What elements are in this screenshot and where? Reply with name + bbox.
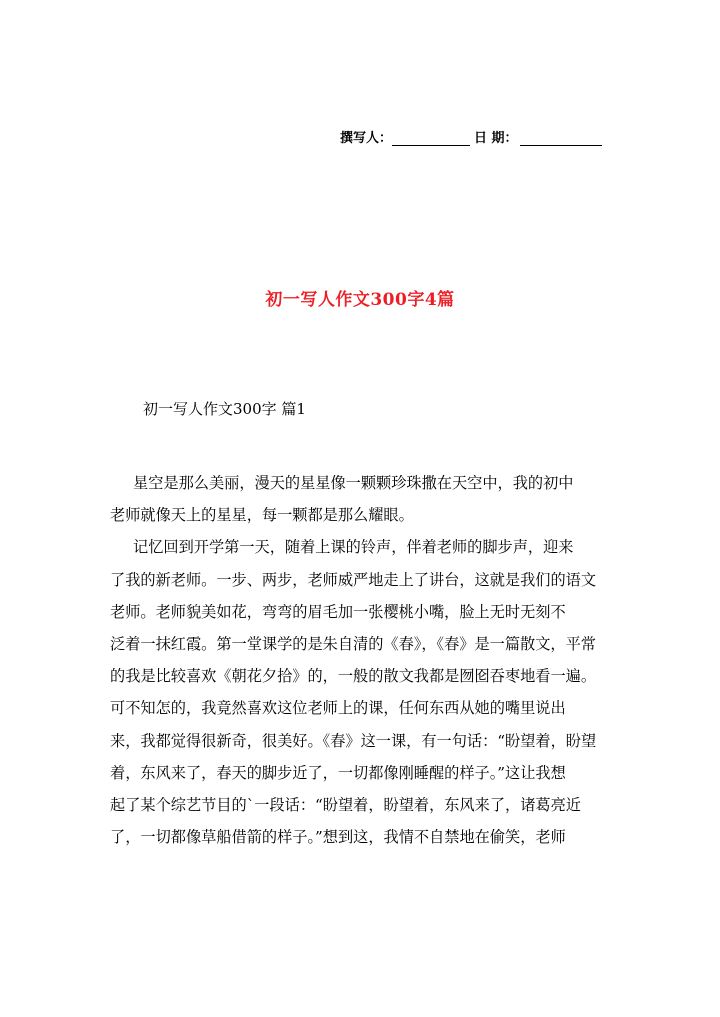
- paragraph-2-line-7: 来，我都觉得很新奇，很美好。《春》这一课，有一句话：“盼望着，盼望: [110, 731, 597, 750]
- paragraph-2-line-9: 起了某个综艺节目的`一段话：“盼望着，盼望着，东风来了，诸葛亮近: [110, 795, 581, 814]
- paragraph-2-line-2: 了我的新老师。一步、两步，老师威严地走上了讲台，这就是我们的语文: [110, 570, 596, 589]
- date-blank-field: [520, 131, 602, 146]
- paragraph-2-line-1: 记忆回到开学第一天，随着上课的铃声，伴着老师的脚步声，迎来: [133, 538, 574, 557]
- document-title: 初一写人作文300字4篇: [265, 290, 455, 310]
- paragraph-2-line-4: 泛着一抹红霞。第一堂课学的是朱自清的《春》，《春》是一篇散文，平常: [110, 634, 596, 653]
- paragraph-2-line-6: 可不知怎的，我竟然喜欢这位老师上的课，任何东西从她的嘴里说出: [110, 699, 566, 718]
- date-label: 日 期：: [474, 131, 518, 146]
- essay-subtitle: 初一写人作文300字 篇1: [143, 400, 306, 418]
- paragraph-1-line-1: 星空是那么美丽，漫天的星星像一颗颗珍珠撒在天空中，我的初中: [133, 474, 574, 492]
- paragraph-2-line-3: 老师。老师貌美如花，弯弯的眉毛加一张樱桃小嘴，脸上无时无刻不: [110, 602, 566, 621]
- essay-body: [110, 467, 612, 853]
- paragraph-1-line-2: 老师就像天上的星星，每一颗都是那么耀眼。: [110, 506, 414, 525]
- paragraph-2-line-5: 的我是比较喜欢《朝花夕拾》的，一般的散文我都是囫囵吞枣地看一遍。: [110, 667, 596, 686]
- author-label: 撰写人：: [340, 131, 393, 146]
- paragraph-2-line-10: 了，一切都像草船借箭的样子。”想到这，我情不自禁地在偷笑，老师: [110, 828, 566, 847]
- paragraph-2-line-8: 着，东风来了，春天的脚步近了，一切都像刚睡醒的样子。”这让我想: [110, 763, 566, 782]
- author-blank-field: [392, 131, 470, 146]
- header-author-date: [340, 126, 640, 146]
